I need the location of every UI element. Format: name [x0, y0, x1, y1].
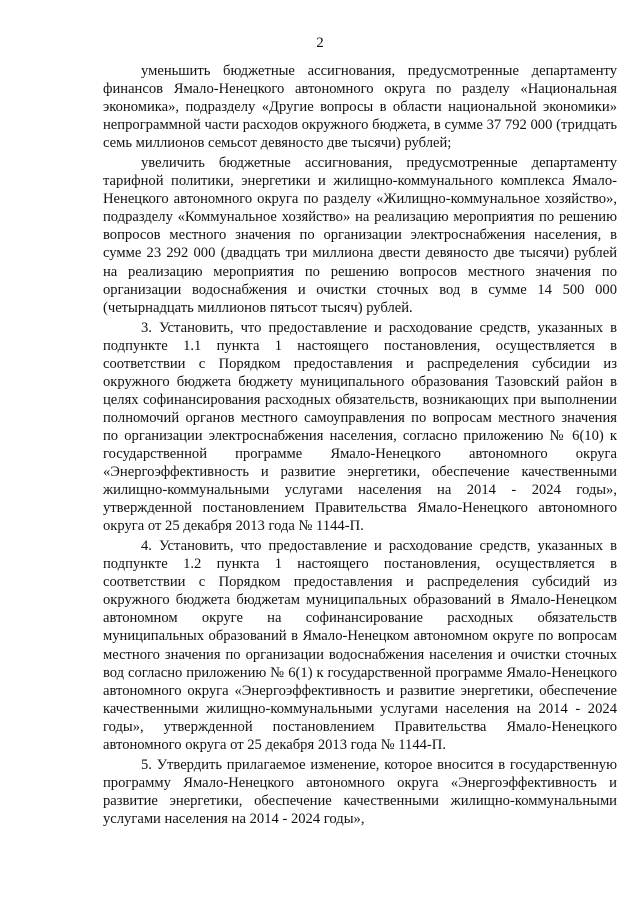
page-number: 2 [316, 35, 324, 51]
document-body [103, 62, 617, 828]
paragraph-item-3: 3. Установить, что предоставление и расходование средств, указанных в подпункте 1.1 пункта 1 настоящего постановления, осуществляется в соответствии с Порядком предоставления и распределения субсидии из окружного бюджета бюджету муниципального образования Тазовский район в целях софинансирования расходных обязательств, возникающих при выполнении полномочий органов местного самоуправления по вопросам местного значения по организации электроснабжения населения, согласно приложению № 6(10) к государственной программе Ямало-Ненецкого автономного округа «Энергоэффективность и развитие энергетики, обеспечение качественными жилищно-коммунальными услугами населения на 2014 - 2024 годы», утвержденной постановлением Правительства Ямало-Ненецкого автономного округа от 25 декабря 2013 года № 1144-П. [103, 319, 617, 535]
paragraph-increase-allocations: увеличить бюджетные ассигнования, предусмотренные департаменту тарифной политики, энергетики и жилищно-коммунального комплекса Ямало-Ненецкого автономного округа по разделу «Жилищно-коммунальное хозяйство», подразделу «Коммунальное хозяйство» на реализацию мероприятия по решению вопросов местного значения по организации электроснабжения населения, в сумме 23 292 000 (двадцать три миллиона двести девяносто две тысячи) рублей на реализацию мероприятия по решению вопросов местного значения по организации водоснабжения и очистки сточных вод в сумме 14 500 000 (четырнадцать миллионов пятьсот тысяч) рублей. [103, 155, 617, 316]
paragraph-decrease-allocations: уменьшить бюджетные ассигнования, предусмотренные департаменту финансов Ямало-Ненецкого автономного округа по разделу «Национальная экономика», подразделу «Другие вопросы в области национальной экономики» непрограммной части расходов окружного бюджета, в сумме 37 792 000 (тридцать семь миллионов семьсот девяносто две тысячи) рублей; [103, 63, 617, 152]
paragraph-item-5: 5. Утвердить прилагаемое изменение, которое вносится в государственную программу Ямало-Ненецкого автономного округа «Энергоэффективность и развитие энергетики, обеспечение качественными жилищно-коммунальными услугами населения на 2014 - 2024 годы», [103, 756, 617, 827]
paragraph-item-4: 4. Установить, что предоставление и расходование средств, указанных в подпункте 1.2 пункта 1 настоящего постановления, осуществляется в соответствии с Порядком предоставления и распределения субсидий из окружного бюджета бюджетам муниципальных образований в Ямало-Ненецком автономном округе на софинансирование расходных обязательств муниципальных образований в Ямало-Ненецком автономном округе по вопросам местного значения по организации водоснабжения населения и очистки сточных вод согласно приложению № 6(1) к государственной программе Ямало-Ненецкого автономного округа «Энергоэффективность и развитие энергетики, обеспечение качественными жилищно-коммунальными услугами населения на 2014 - 2024 годы», утвержденной постановлением Правительства Ямало-Ненецкого автономного округа от 25 декабря 2013 года № 1144-П. [103, 538, 617, 753]
